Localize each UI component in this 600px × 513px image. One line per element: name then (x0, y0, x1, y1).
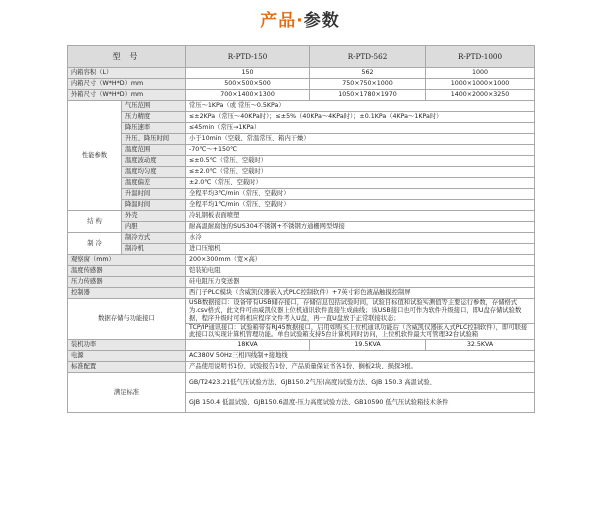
perf-item-name: 温度波动度 (122, 156, 186, 167)
performance-group-label: 性能参数 (68, 101, 122, 211)
perf-item-value: 全程平均1℃/min（常压、空载时） (186, 200, 535, 211)
tcp-interface-text: TCP/IP通讯接口：试验箱带有RJ45数据接口，启用如购买上位机通讯功能后（含威凯仪器嵌入式PLC控制软件），即可联接此接口以实现计算机管理功能。单台试验箱支持5台计算机同时访问，上位机软件最大可管理32台试验箱 (186, 323, 535, 340)
table-row (68, 178, 535, 189)
model-150: R-PTD-150 (186, 46, 310, 68)
power-562: 19.5KVA (310, 340, 426, 351)
data-interface-label: 数据存储与功能接口 (68, 299, 186, 340)
table-row (68, 90, 535, 101)
perf-item-name: 温度偏差 (122, 178, 186, 189)
outer-size-562: 1050×1780×1970 (310, 90, 426, 101)
structure-item-name: 外壳 (122, 211, 186, 222)
table-row (68, 145, 535, 156)
perf-item-name: 温度范围 (122, 145, 186, 156)
perf-item-name: 升压、降压时间 (122, 134, 186, 145)
table-row (68, 101, 535, 112)
model-562: R-PTD-562 (310, 46, 426, 68)
cooling-item-value: 进口压缩机 (186, 244, 535, 255)
inner-size-1000: 1000×1000×1000 (426, 79, 535, 90)
table-row (68, 189, 535, 200)
model-1000: R-PTD-1000 (426, 46, 535, 68)
perf-item-value: ±2.0℃（常压、空载时） (186, 178, 535, 189)
structure-group-label: 结 构 (68, 211, 122, 233)
cooling-group-label: 制 冷 (68, 233, 122, 255)
standard-config-value: 产品使用说明书1份、试验报告1份、产品质量保证书各1份、搁板2块、损探3根。 (186, 362, 535, 373)
power-label: 装机功率 (68, 340, 186, 351)
power-150: 18KVA (186, 340, 310, 351)
inner-volume-1000: 1000 (426, 68, 535, 79)
table-row (68, 211, 535, 222)
table-row (68, 123, 535, 134)
heading-product: 产品 (260, 11, 297, 31)
power-1000: 32.5KVA (426, 340, 535, 351)
heading-params: 参数 (303, 11, 340, 31)
inner-volume-label: 内箱容积（L） (68, 68, 186, 79)
table-row (68, 68, 535, 79)
table-row (68, 244, 535, 255)
perf-item-name: 降温时间 (122, 200, 186, 211)
observation-value: 200×300mm（宽×高） (186, 255, 535, 266)
temp-sensor-label: 温度传感器 (68, 266, 186, 277)
table-row (68, 255, 535, 266)
standards-line-2: GJB 150.4 低温试验、GJB150.6温度-压力高度试验方法、GB10590 低气压试验箱技术条件 (186, 393, 535, 413)
table-row (68, 112, 535, 123)
inner-size-562: 750×750×1000 (310, 79, 426, 90)
table-row (68, 277, 535, 288)
structure-item-value: 耐高温耐腐蚀的SUS304不锈钢+不锈钢方通栅网型焊接 (186, 222, 535, 233)
temp-sensor-value: 铠装铂电阻 (186, 266, 535, 277)
perf-item-name: 升温时间 (122, 189, 186, 200)
table-row (68, 167, 535, 178)
pressure-sensor-label: 压力传感器 (68, 277, 186, 288)
controller-value: 西门子PLC模块（含威凯仪器嵌入式PLC控制软件）+7英寸彩色液晶触摸控制屏 (186, 288, 535, 299)
perf-item-name: 温度均匀度 (122, 167, 186, 178)
outer-size-150: 700×1400×1300 (186, 90, 310, 101)
outer-size-1000: 1400×2000×3250 (426, 90, 535, 101)
inner-size-label: 内箱尺寸（W*H*D）mm (68, 79, 186, 90)
inner-volume-150: 150 (186, 68, 310, 79)
structure-item-name: 内胆 (122, 222, 186, 233)
spec-table (67, 45, 535, 413)
perf-item-value: ≤±2.0℃（常压、空载时） (186, 167, 535, 178)
controller-label: 控制器 (68, 288, 186, 299)
table-row (68, 340, 535, 351)
standard-config-label: 标准配置 (68, 362, 186, 373)
inner-volume-562: 562 (310, 68, 426, 79)
cooling-item-name: 制冷机 (122, 244, 186, 255)
standards-label: 满足标准 (68, 373, 186, 413)
table-row (68, 134, 535, 145)
perf-item-value: 全程平均3℃/min（常压、空载时） (186, 189, 535, 200)
perf-item-name: 气压范围 (122, 101, 186, 112)
supply-value: AC380V 50Hz三相四线制+接地线 (186, 351, 535, 362)
table-row (68, 266, 535, 277)
perf-item-name: 压力精度 (122, 112, 186, 123)
cooling-item-value: 水冷 (186, 233, 535, 244)
table-row (68, 233, 535, 244)
structure-item-value: 冷轧钢板表面喷塑 (186, 211, 535, 222)
perf-item-value: 常压～1KPa（或 常压～0.5KPa） (186, 101, 535, 112)
supply-label: 电源 (68, 351, 186, 362)
perf-item-value: 小于10min（空载、常温常压、箱内干燥） (186, 134, 535, 145)
cooling-item-name: 制冷方式 (122, 233, 186, 244)
table-row (68, 288, 535, 299)
standards-line-1: GB/T2423.21低气压试验方法、GJB150.2气压(高度)试验方法、GJB 150.3 高温试验、 (186, 373, 535, 393)
table-row (68, 156, 535, 167)
perf-item-value: ≤±0.5℃（常压、空载时） (186, 156, 535, 167)
table-row (68, 351, 535, 362)
table-row (68, 79, 535, 90)
table-row (68, 299, 535, 324)
table-row (68, 362, 535, 373)
table-row (68, 373, 535, 393)
heading-dot: · (296, 11, 304, 31)
inner-size-150: 500×500×500 (186, 79, 310, 90)
outer-size-label: 外箱尺寸（W*H*D）mm (68, 90, 186, 101)
observation-label: 观察窗（mm） (68, 255, 186, 266)
table-row (68, 222, 535, 233)
perf-item-value: ≤45min（常压→1KPa） (186, 123, 535, 134)
usb-interface-text: USB数据接口：设备带有USB储存接口，存储信息包括试验时间，试验目标值和试验实测值等主要运行参数，存储格式为.csv格式，此文件可由威凯仪器上位机通讯软件直接生成曲线；该USB接口也可作为软件升级接口，即U盘存储试验数据，程序升级时可将相应程序文件考入U盘，再一直U盘放于正常联接状态； (186, 299, 535, 324)
perf-item-value: ≤±2KPa（常压～40KPa时）；≤±5%（40KPa～4KPa时）；±0.1KPa（4KPa～1KPa时） (186, 112, 535, 123)
model-header-row (68, 46, 535, 68)
page-heading (0, 10, 600, 32)
model-label: 型 号 (68, 46, 186, 68)
pressure-sensor-value: 硅电阻压力变送器 (186, 277, 535, 288)
perf-item-value: -70℃～+150℃ (186, 145, 535, 156)
perf-item-name: 降压速率 (122, 123, 186, 134)
table-row (68, 200, 535, 211)
